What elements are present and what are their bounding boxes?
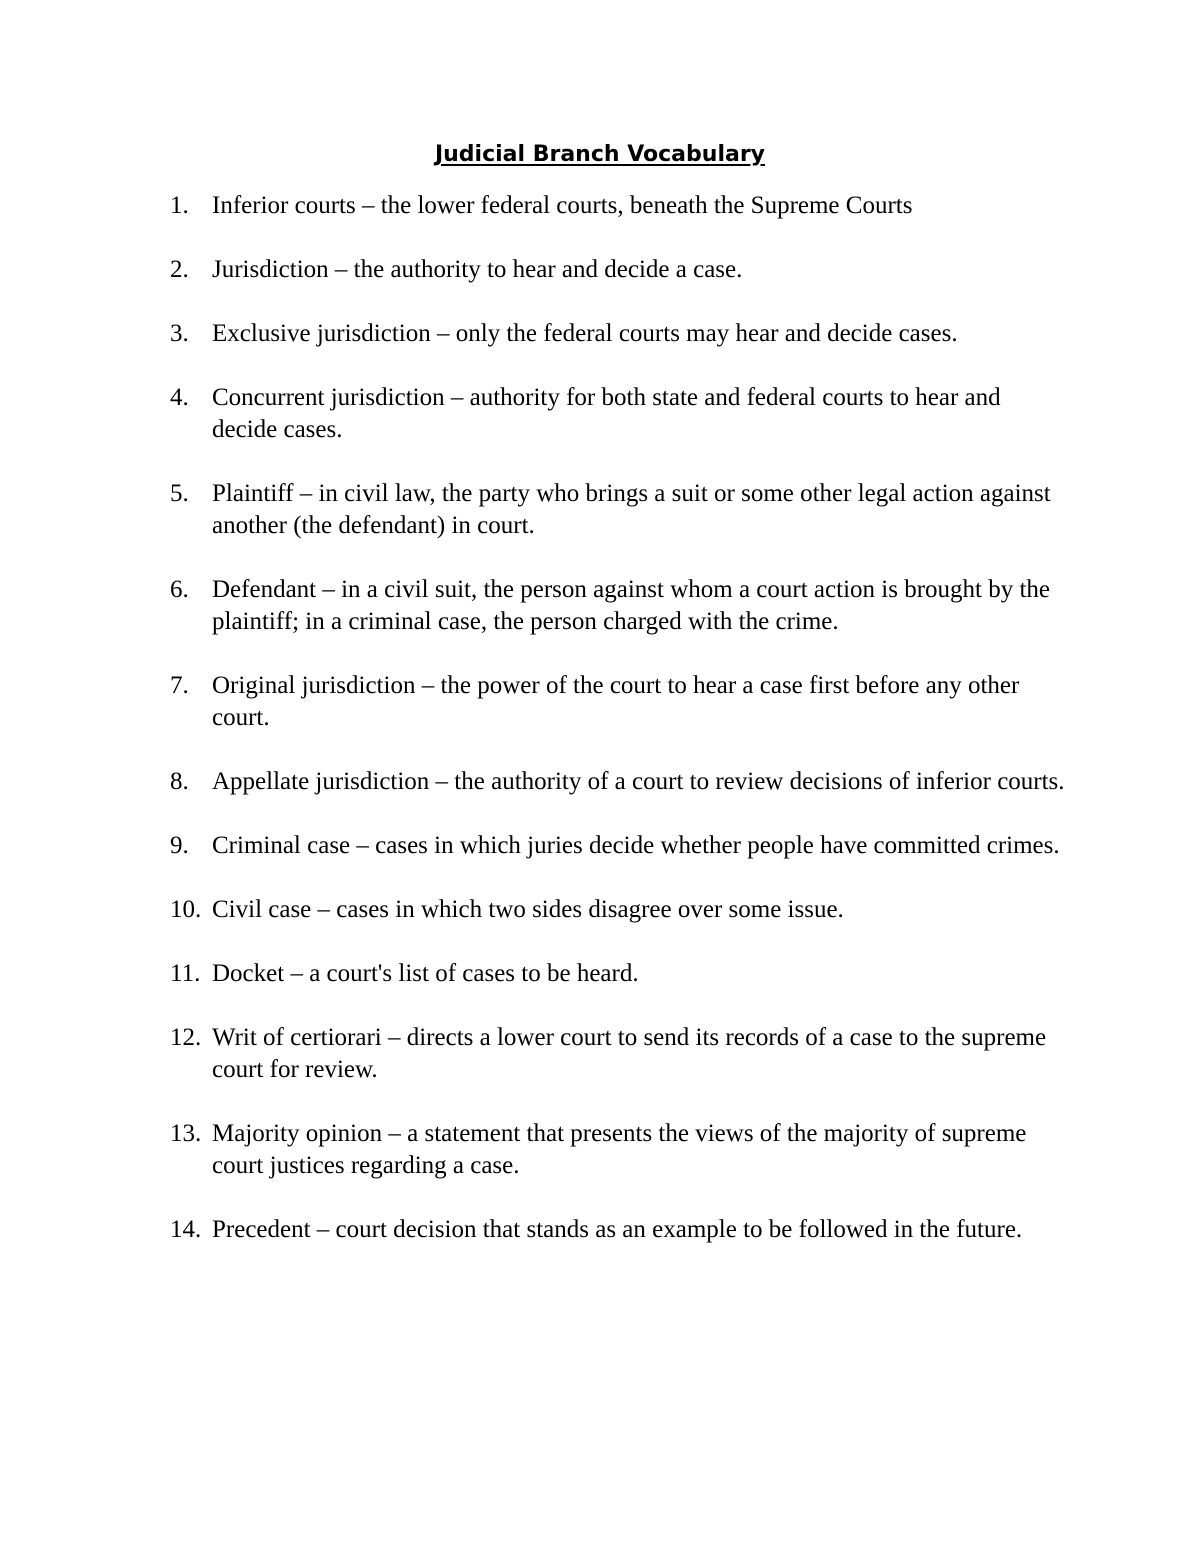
item-text: Jurisdiction – the authority to hear and decide a case.: [212, 256, 743, 283]
item-text: Docket – a court's list of cases to be heard.: [212, 960, 639, 987]
item-number: 10.: [170, 896, 202, 923]
list-item: [170, 478, 1070, 542]
list-item: [170, 670, 1070, 734]
item-number: 13.: [170, 1120, 202, 1147]
item-number: 7.: [170, 672, 189, 699]
list-item: [170, 574, 1070, 638]
item-text: Criminal case – cases in which juries decide whether people have committed crimes.: [212, 832, 1060, 859]
item-number: 8.: [170, 768, 189, 795]
item-number: 4.: [170, 384, 189, 411]
item-number: 9.: [170, 832, 189, 859]
item-text: Defendant – in a civil suit, the person against whom a court action is brought by the plaintiff; in a criminal case, the person charged with the crime.: [212, 576, 1051, 635]
list-item: [170, 958, 1070, 990]
list-item: [170, 1022, 1070, 1086]
item-text: Concurrent jurisdiction – authority for both state and federal courts to hear and decide cases.: [212, 384, 1001, 443]
list-item: [170, 1214, 1070, 1246]
item-text: Inferior courts – the lower federal courts, beneath the Supreme Courts: [212, 192, 913, 219]
list-item: [170, 894, 1070, 926]
item-text: Civil case – cases in which two sides disagree over some issue.: [212, 896, 844, 923]
item-text: Appellate jurisdiction – the authority of a court to review decisions of inferior courts.: [212, 768, 1065, 795]
list-item: [170, 830, 1070, 862]
item-number: 5.: [170, 480, 189, 507]
page-title: Judicial Branch Vocabulary: [434, 142, 766, 167]
list-item: [170, 1118, 1070, 1182]
item-text: Plaintiff – in civil law, the party who brings a suit or some other legal action against another (the defendant) in court.: [212, 480, 1051, 539]
item-number: 6.: [170, 576, 189, 603]
vocabulary-list: [170, 190, 1070, 1278]
list-item: [170, 254, 1070, 286]
item-text: Writ of certiorari – directs a lower court to send its records of a case to the supreme court for review.: [212, 1024, 1047, 1083]
list-item: [170, 382, 1070, 446]
item-number: 1.: [170, 192, 189, 219]
item-number: 14.: [170, 1216, 202, 1243]
list-item: [170, 318, 1070, 350]
item-text: Majority opinion – a statement that presents the views of the majority of supreme court justices regarding a case.: [212, 1120, 1027, 1179]
list-item: [170, 190, 1070, 222]
item-text: Precedent – court decision that stands as an example to be followed in the future.: [212, 1216, 1023, 1243]
item-text: Exclusive jurisdiction – only the federal courts may hear and decide cases.: [212, 320, 958, 347]
item-number: 2.: [170, 256, 189, 283]
item-number: 12.: [170, 1024, 202, 1051]
item-number: 11.: [170, 960, 201, 987]
item-text: Original jurisdiction – the power of the court to hear a case first before any other court.: [212, 672, 1020, 731]
list-item: [170, 766, 1070, 798]
item-number: 3.: [170, 320, 189, 347]
